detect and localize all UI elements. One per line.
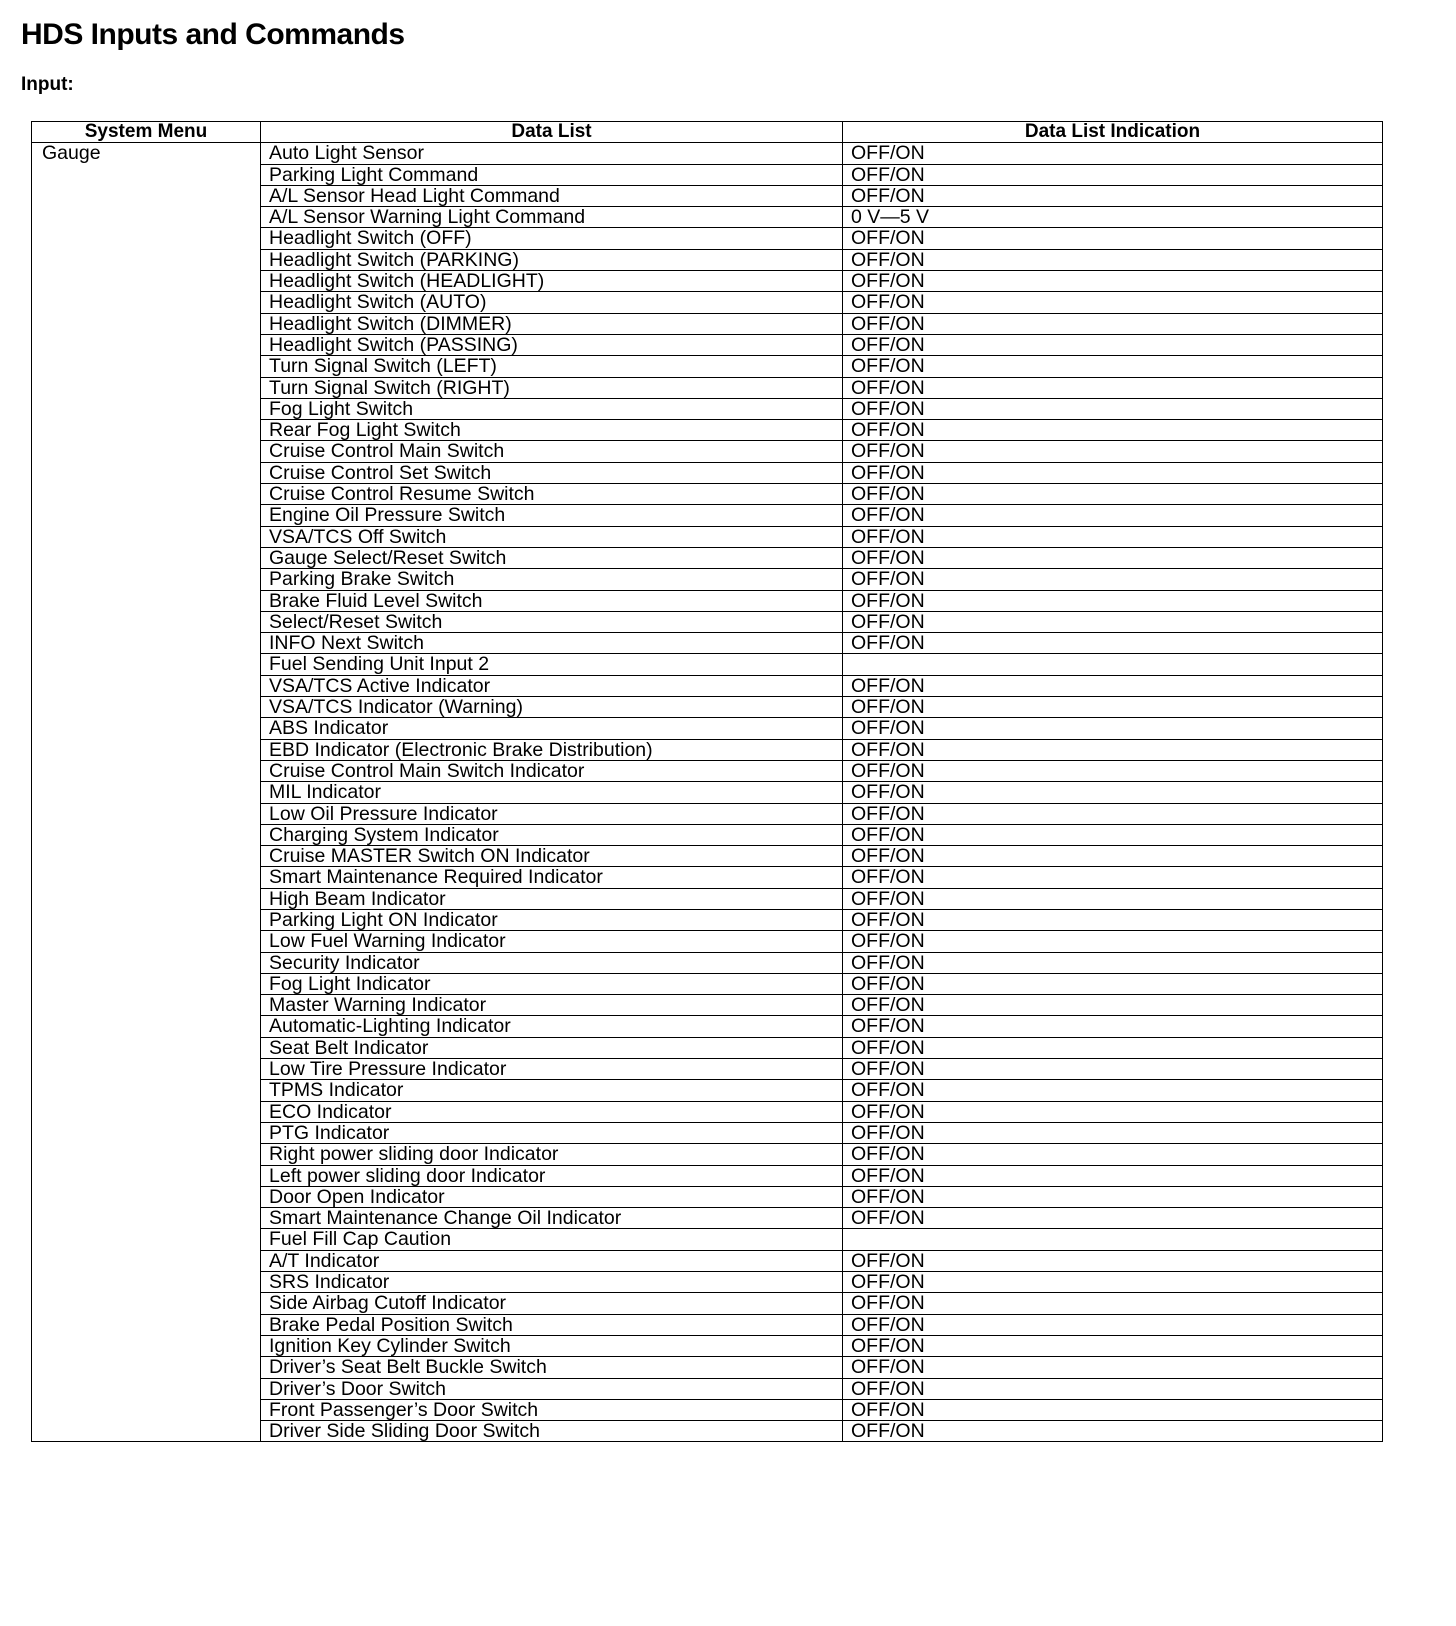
data-list-cell: A/L Sensor Warning Light Command	[261, 207, 843, 228]
data-list-cell: Automatic-Lighting Indicator	[261, 1016, 843, 1037]
data-list-cell: Headlight Switch (PARKING)	[261, 249, 843, 270]
table-row	[32, 143, 1383, 164]
indication-cell: OFF/ON	[843, 909, 1383, 930]
header-data-list-indication: Data List Indication	[843, 122, 1383, 143]
data-list-cell: Seat Belt Indicator	[261, 1037, 843, 1058]
data-list-cell: Smart Maintenance Change Oil Indicator	[261, 1208, 843, 1229]
header-row	[32, 122, 1383, 143]
indication-cell: OFF/ON	[843, 1144, 1383, 1165]
data-list-cell: Ignition Key Cylinder Switch	[261, 1335, 843, 1356]
data-list-cell: MIL Indicator	[261, 782, 843, 803]
data-list-cell: Door Open Indicator	[261, 1186, 843, 1207]
data-list-cell: Right power sliding door Indicator	[261, 1144, 843, 1165]
header-system-menu: System Menu	[32, 122, 261, 143]
data-list-cell: PTG Indicator	[261, 1122, 843, 1143]
indication-cell: OFF/ON	[843, 462, 1383, 483]
indication-cell: OFF/ON	[843, 1122, 1383, 1143]
indication-cell: OFF/ON	[843, 973, 1383, 994]
data-list-cell: Driver’s Door Switch	[261, 1378, 843, 1399]
data-list-cell: Fog Light Switch	[261, 398, 843, 419]
data-list-cell: Cruise Control Main Switch	[261, 441, 843, 462]
data-list-cell: Headlight Switch (PASSING)	[261, 334, 843, 355]
data-list-cell: Low Tire Pressure Indicator	[261, 1059, 843, 1080]
data-list-cell: Smart Maintenance Required Indicator	[261, 867, 843, 888]
indication-cell: OFF/ON	[843, 1250, 1383, 1271]
indication-cell	[843, 654, 1383, 675]
indication-cell: OFF/ON	[843, 1378, 1383, 1399]
data-list-cell: High Beam Indicator	[261, 888, 843, 909]
indication-cell: OFF/ON	[843, 590, 1383, 611]
data-list-cell: Charging System Indicator	[261, 824, 843, 845]
section-label: Input:	[21, 74, 74, 95]
data-list-cell: Security Indicator	[261, 952, 843, 973]
indication-cell: OFF/ON	[843, 1399, 1383, 1420]
indication-cell: 0 V—5 V	[843, 207, 1383, 228]
table-body	[32, 143, 1383, 1442]
indication-cell: OFF/ON	[843, 526, 1383, 547]
data-list-cell: Parking Light ON Indicator	[261, 909, 843, 930]
indication-cell: OFF/ON	[843, 824, 1383, 845]
system-menu-cell: Gauge	[32, 143, 261, 1442]
header-data-list: Data List	[261, 122, 843, 143]
indication-cell: OFF/ON	[843, 1421, 1383, 1442]
data-list-cell: Parking Brake Switch	[261, 569, 843, 590]
data-list-cell: VSA/TCS Active Indicator	[261, 675, 843, 696]
indication-cell: OFF/ON	[843, 611, 1383, 632]
data-list-cell: Fuel Fill Cap Caution	[261, 1229, 843, 1250]
indication-cell: OFF/ON	[843, 441, 1383, 462]
data-list-cell: Cruise Control Set Switch	[261, 462, 843, 483]
indication-cell: OFF/ON	[843, 313, 1383, 334]
data-list-cell: Master Warning Indicator	[261, 995, 843, 1016]
indication-cell: OFF/ON	[843, 888, 1383, 909]
indication-cell: OFF/ON	[843, 1272, 1383, 1293]
data-list-cell: VSA/TCS Indicator (Warning)	[261, 697, 843, 718]
indication-cell: OFF/ON	[843, 398, 1383, 419]
data-list-cell: Turn Signal Switch (RIGHT)	[261, 377, 843, 398]
data-list-cell: Headlight Switch (OFF)	[261, 228, 843, 249]
data-list-cell: Cruise Control Main Switch Indicator	[261, 760, 843, 781]
data-list-cell: Headlight Switch (DIMMER)	[261, 313, 843, 334]
indication-cell: OFF/ON	[843, 782, 1383, 803]
indication-cell: OFF/ON	[843, 547, 1383, 568]
data-list-cell: Driver’s Seat Belt Buckle Switch	[261, 1357, 843, 1378]
indication-cell: OFF/ON	[843, 1059, 1383, 1080]
data-list-cell: Headlight Switch (AUTO)	[261, 292, 843, 313]
indication-cell: OFF/ON	[843, 292, 1383, 313]
indication-cell: OFF/ON	[843, 1016, 1383, 1037]
data-list-cell: Driver Side Sliding Door Switch	[261, 1421, 843, 1442]
indication-cell: OFF/ON	[843, 1314, 1383, 1335]
indication-cell: OFF/ON	[843, 484, 1383, 505]
indication-cell: OFF/ON	[843, 846, 1383, 867]
inputs-table	[31, 121, 1383, 1442]
data-list-cell: Front Passenger’s Door Switch	[261, 1399, 843, 1420]
indication-cell: OFF/ON	[843, 1293, 1383, 1314]
indication-cell: OFF/ON	[843, 995, 1383, 1016]
data-list-cell: EBD Indicator (Electronic Brake Distribution)	[261, 739, 843, 760]
indication-cell: OFF/ON	[843, 1335, 1383, 1356]
indication-cell: OFF/ON	[843, 867, 1383, 888]
indication-cell: OFF/ON	[843, 377, 1383, 398]
data-list-cell: Engine Oil Pressure Switch	[261, 505, 843, 526]
indication-cell: OFF/ON	[843, 271, 1383, 292]
indication-cell: OFF/ON	[843, 1080, 1383, 1101]
indication-cell: OFF/ON	[843, 952, 1383, 973]
data-list-cell: Headlight Switch (HEADLIGHT)	[261, 271, 843, 292]
data-list-cell: A/T Indicator	[261, 1250, 843, 1271]
indication-cell: OFF/ON	[843, 697, 1383, 718]
table-header	[32, 122, 1383, 143]
data-list-cell: Low Oil Pressure Indicator	[261, 803, 843, 824]
indication-cell: OFF/ON	[843, 1165, 1383, 1186]
data-list-cell: TPMS Indicator	[261, 1080, 843, 1101]
indication-cell: OFF/ON	[843, 1186, 1383, 1207]
indication-cell: OFF/ON	[843, 1101, 1383, 1122]
data-list-cell: Turn Signal Switch (LEFT)	[261, 356, 843, 377]
data-list-cell: VSA/TCS Off Switch	[261, 526, 843, 547]
page-title: HDS Inputs and Commands	[21, 18, 405, 51]
indication-cell: OFF/ON	[843, 675, 1383, 696]
indication-cell: OFF/ON	[843, 249, 1383, 270]
indication-cell: OFF/ON	[843, 633, 1383, 654]
data-list-cell: Cruise MASTER Switch ON Indicator	[261, 846, 843, 867]
data-list-cell: Select/Reset Switch	[261, 611, 843, 632]
indication-cell: OFF/ON	[843, 803, 1383, 824]
indication-cell: OFF/ON	[843, 505, 1383, 526]
indication-cell: OFF/ON	[843, 760, 1383, 781]
indication-cell: OFF/ON	[843, 569, 1383, 590]
indication-cell: OFF/ON	[843, 739, 1383, 760]
indication-cell: OFF/ON	[843, 718, 1383, 739]
data-list-cell: Brake Pedal Position Switch	[261, 1314, 843, 1335]
indication-cell: OFF/ON	[843, 228, 1383, 249]
indication-cell: OFF/ON	[843, 1208, 1383, 1229]
indication-cell: OFF/ON	[843, 1357, 1383, 1378]
indication-cell: OFF/ON	[843, 185, 1383, 206]
data-list-cell: Cruise Control Resume Switch	[261, 484, 843, 505]
indication-cell: OFF/ON	[843, 334, 1383, 355]
data-list-cell: Brake Fluid Level Switch	[261, 590, 843, 611]
indication-cell: OFF/ON	[843, 356, 1383, 377]
data-list-cell: Rear Fog Light Switch	[261, 420, 843, 441]
data-list-cell: Side Airbag Cutoff Indicator	[261, 1293, 843, 1314]
data-list-cell: Fog Light Indicator	[261, 973, 843, 994]
data-list-cell: Fuel Sending Unit Input 2	[261, 654, 843, 675]
data-list-cell: SRS Indicator	[261, 1272, 843, 1293]
indication-cell: OFF/ON	[843, 143, 1383, 164]
data-list-cell: Parking Light Command	[261, 164, 843, 185]
data-list-cell: ECO Indicator	[261, 1101, 843, 1122]
indication-cell: OFF/ON	[843, 420, 1383, 441]
data-list-cell: A/L Sensor Head Light Command	[261, 185, 843, 206]
data-list-cell: Gauge Select/Reset Switch	[261, 547, 843, 568]
indication-cell: OFF/ON	[843, 1037, 1383, 1058]
indication-cell: OFF/ON	[843, 931, 1383, 952]
indication-cell	[843, 1229, 1383, 1250]
data-list-cell: INFO Next Switch	[261, 633, 843, 654]
data-list-cell: ABS Indicator	[261, 718, 843, 739]
data-list-cell: Low Fuel Warning Indicator	[261, 931, 843, 952]
data-list-cell: Auto Light Sensor	[261, 143, 843, 164]
indication-cell: OFF/ON	[843, 164, 1383, 185]
data-list-cell: Left power sliding door Indicator	[261, 1165, 843, 1186]
